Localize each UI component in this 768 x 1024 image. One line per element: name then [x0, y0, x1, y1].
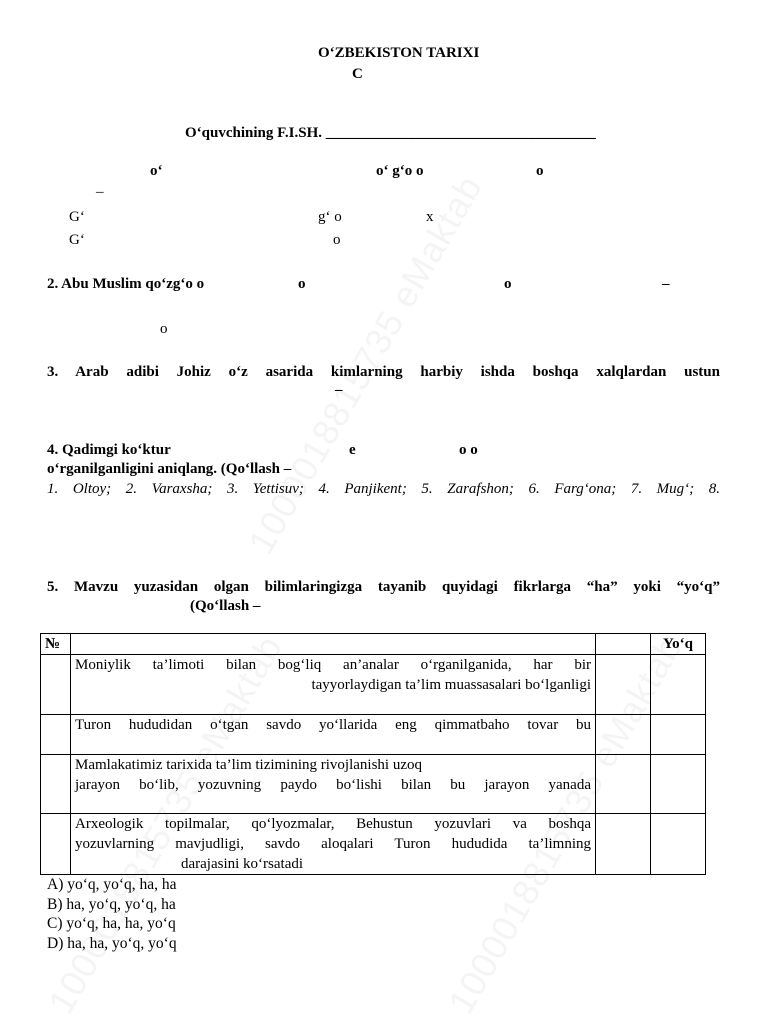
document-subtitle: C [352, 66, 363, 82]
statement-cell: Moniylik ta’limoti bilan bog‘liq an’analar o‘rganilganida, har bir tayyorlaydigan ta’lim muassasalari bo‘lganligi [71, 655, 596, 715]
q4-text: 4. Qadimgi ko‘ktur [47, 442, 171, 458]
q5-instruction: (Qo‘llash – [190, 598, 261, 614]
row-number-cell [41, 655, 71, 715]
table-row [41, 715, 706, 755]
answer-option-a[interactable]: A) yo‘q, yo‘q, ha, ha [47, 876, 177, 893]
statement-cell: Turon hududidan o‘tgan savdo yo‘llarida eng qimmatbaho tovar bu [71, 715, 596, 755]
q1-option-row: x [426, 209, 434, 225]
q2-dash: – [662, 276, 670, 292]
answer-cell[interactable] [596, 755, 651, 814]
table-row [41, 655, 706, 715]
q4-fragment: e [349, 442, 356, 458]
answer-option-d[interactable]: D) ha, ha, yo‘q, yo‘q [47, 935, 177, 952]
q1-option-row: o [333, 232, 341, 248]
q2-text: 2. Abu Muslim qo‘zg‘o o [47, 276, 205, 292]
q4-fragment: o o [459, 442, 478, 458]
statement-cell: Mamlakatimiz tarixida ta’lim tizimining rivojlanishi uzoq jarayon bo‘lib, yozuvning paydo bo‘lishi bilan bu jarayon yanada [71, 755, 596, 814]
q3-dash: – [335, 382, 343, 398]
col-number-header: № [41, 634, 71, 655]
answer-cell[interactable] [596, 655, 651, 715]
q4-instruction: o‘rganilganligini aniqlang. (Qo‘llash – [47, 461, 292, 477]
answer-cell[interactable] [651, 814, 706, 875]
q1-option-row: G‘ [69, 209, 85, 225]
table-row [41, 755, 706, 814]
answer-option-b[interactable]: B) ha, yo‘q, yo‘q, ha [47, 896, 176, 913]
row-number-cell [41, 715, 71, 755]
q1-fragment: o‘ [150, 163, 163, 179]
q5-table [40, 633, 706, 875]
answer-cell[interactable] [651, 755, 706, 814]
row-number-cell [41, 814, 71, 875]
q2-fragment: o [504, 276, 512, 292]
answer-option-c[interactable]: C) yo‘q, ha, ha, yo‘q [47, 915, 176, 932]
q2-fragment: o [160, 321, 168, 337]
col-statement-header [71, 634, 596, 655]
answer-cell[interactable] [651, 715, 706, 755]
row-number-cell [41, 755, 71, 814]
answer-cell[interactable] [596, 715, 651, 755]
q1-option-row: G‘ [69, 232, 85, 248]
q1-dash: – [96, 184, 104, 200]
q5-text: 5. Mavzu yuzasidan olgan bilimlaringizga tayanib quyidagi fikrlarga “ha” yoki “yo‘q” [47, 579, 720, 595]
col-yes-header [596, 634, 651, 655]
q2-fragment: o [298, 276, 306, 292]
table-header-row [41, 634, 706, 655]
q1-fragment: o [536, 163, 544, 179]
statement-cell: Arxeologik topilmalar, qo‘lyozmalar, Behustun yozuvlari va boshqa yozuvlarning mavjudligi, savdo aloqalari Turon hududida ta’limning darajasini ko‘rsatadi [71, 814, 596, 875]
document-title: O‘ZBEKISTON TARIXI [318, 45, 480, 61]
q3-text: 3. Arab adibi Johiz o‘z asarida kimlarning harbiy ishda boshqa xalqlardan ustun [47, 364, 720, 380]
q1-option-row: g‘ o [318, 209, 342, 225]
table-row [41, 814, 706, 875]
col-no-header: Yo‘q [651, 634, 706, 655]
q1-fragment: o‘ g‘o o [376, 163, 424, 179]
answer-cell[interactable] [596, 814, 651, 875]
student-name-line: O‘quvchining F.I.SH. ____________________________________ [185, 125, 596, 141]
q4-options: 1. Oltoy; 2. Varaxsha; 3. Yettisuv; 4. Panjikent; 5. Zarafshon; 6. Farg‘ona; 7. Mug‘; 8. [47, 481, 720, 497]
answer-cell[interactable] [651, 655, 706, 715]
